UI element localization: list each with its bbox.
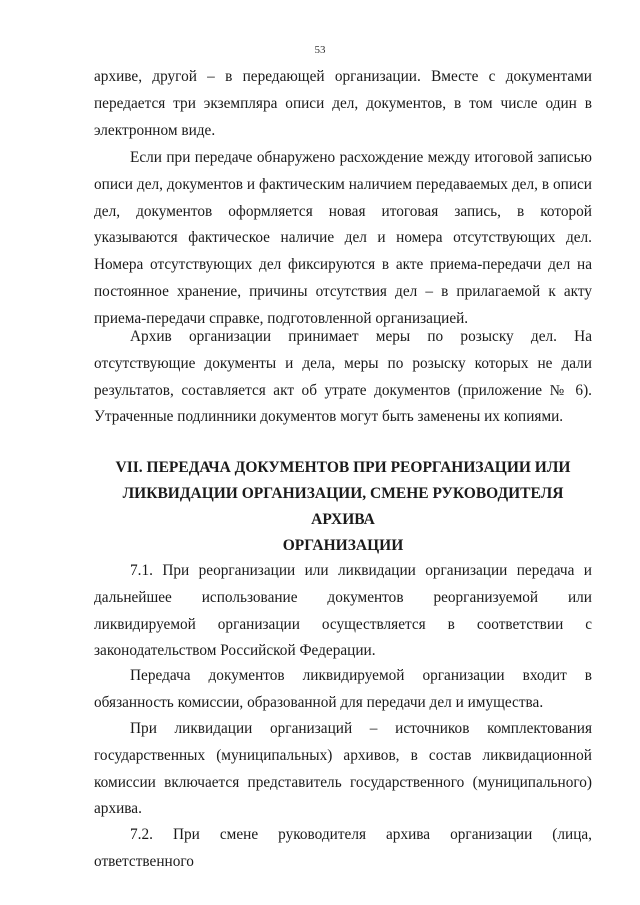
section-heading-line-2: ЛИКВИДАЦИИ ОРГАНИЗАЦИИ, СМЕНЕ РУКОВОДИТЕЛЯ АРХИВА bbox=[122, 485, 564, 528]
paragraph-archive-search: Архив организации принимает меры по розыску дел. На отсутствующие документы и дела, меры по розыску которых не дали результатов, составляется акт об утрате документов (приложение № 6). Утраченные подлинники документов могут быть заменены их копиями. bbox=[94, 328, 592, 426]
paragraph-continuation: архиве, другой – в передающей организации. Вместе с документами передается три экземпляра описи дел, документов, в том числе один в электронном виде. bbox=[94, 68, 592, 139]
paragraph-liquidation-transfer: Передача документов ликвидируемой организации входит в обязанность комиссии, образованной для передачи дел и имущества. bbox=[94, 667, 592, 711]
section-heading-line-1: VII. ПЕРЕДАЧА ДОКУМЕНТОВ ПРИ РЕОРГАНИЗАЦИИ ИЛИ bbox=[115, 459, 571, 476]
paragraph-liquidation-commission: При ликвидации организаций – источников комплектования государственных (муниципальных) архивов, в состав ликвидационной комиссии включается представитель государственного (муниципального) архива. bbox=[94, 720, 592, 818]
page-number: 53 bbox=[314, 44, 326, 56]
paragraph-discrepancy: Если при передаче обнаружено расхождение между итоговой записью описи дел, документов и фактическим наличием передаваемых дел, в описи дел, документов оформляется новая итоговая запись, в которой указываются фактическое наличие дел и номера отсутствующих дел. Номера отсутствующих дел фиксируются в акте приема-передачи дел на постоянное хранение, причины отсутствия дел – в прилагаемой к акту приема-передачи справке, подготовленной организацией. bbox=[94, 149, 592, 327]
section-heading bbox=[94, 455, 592, 559]
section-heading-line-3: ОРГАНИЗАЦИИ bbox=[282, 537, 404, 554]
paragraph-7-2: 7.2. При смене руководителя архива организации (лица, ответственного bbox=[94, 826, 592, 870]
paragraph-7-1: 7.1. При реорганизации или ликвидации организации передача и дальнейшее использование документов реорганизуемой или ликвидируемой организации осуществляется в соответствии с законодательством Российской Федерации. bbox=[94, 562, 592, 660]
